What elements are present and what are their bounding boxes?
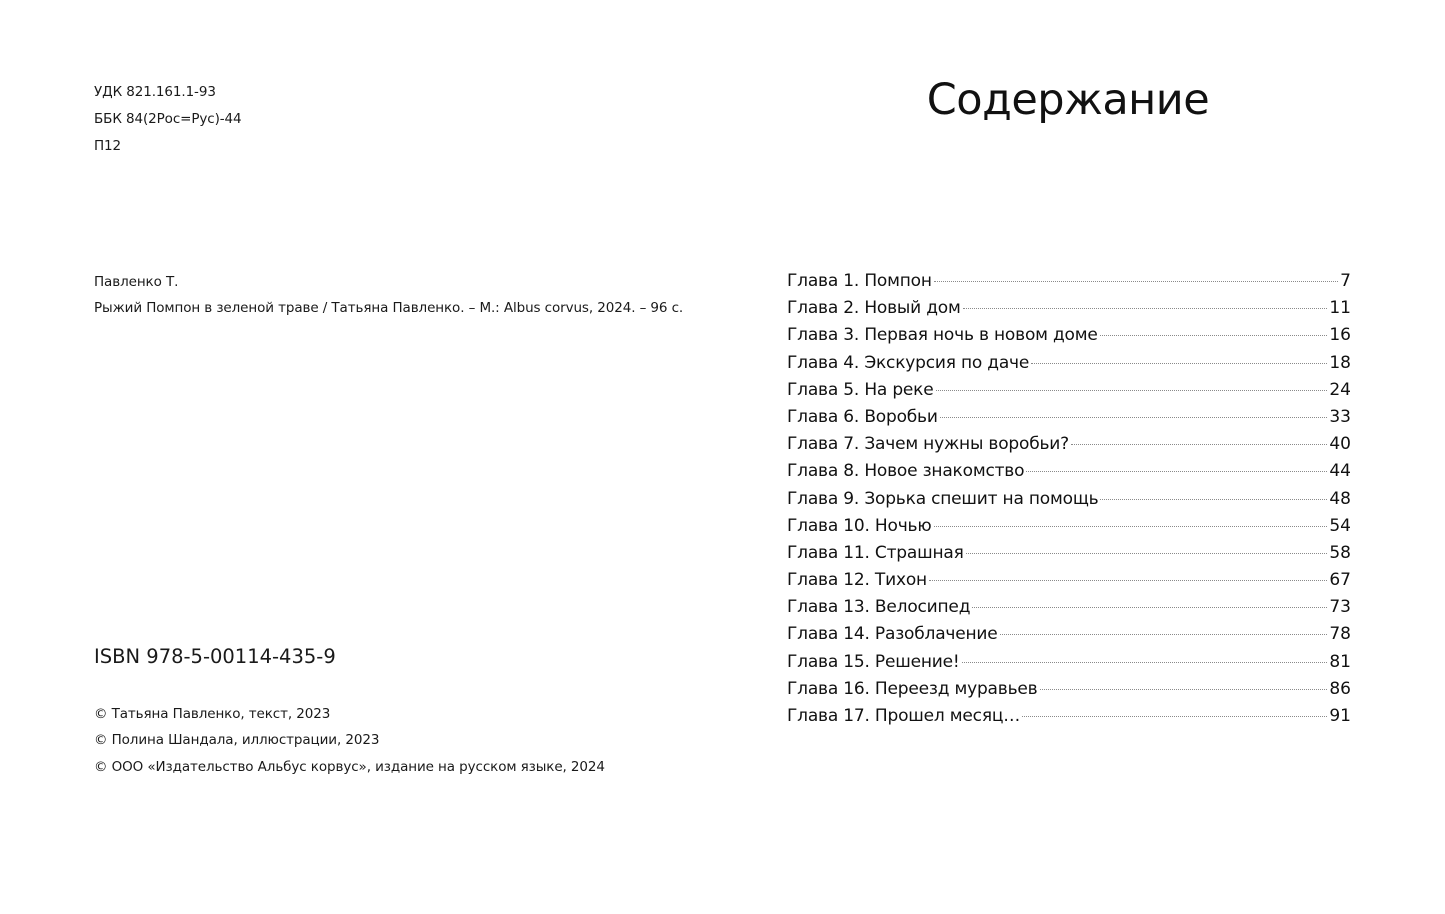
toc-dot-leader <box>966 553 1328 554</box>
toc-chapter-title: Глава 7. Зачем нужны воробьи? <box>787 434 1069 455</box>
toc-chapter-title: Глава 13. Велосипед <box>787 597 971 618</box>
imprint-page <box>0 0 722 914</box>
toc-dot-leader <box>1071 444 1327 445</box>
toc-chapter-title: Глава 6. Воробьи <box>787 406 938 427</box>
bibliographic-author: Павленко Т. <box>94 274 179 290</box>
toc-chapter-title: Глава 9. Зорька спешит на помощь <box>787 488 1099 509</box>
toc-page-number: 44 <box>1329 461 1351 482</box>
bbk-code: ББК 84(2Рос=Рус)-44 <box>94 111 242 127</box>
toc-page-number: 78 <box>1329 624 1351 645</box>
toc-dot-leader <box>929 580 1327 581</box>
toc-entry[interactable] <box>787 622 1351 649</box>
copyright-illustrations: © Полина Шандала, иллюстрации, 2023 <box>94 732 380 748</box>
toc-chapter-title: Глава 2. Новый дом <box>787 298 961 319</box>
toc-entry[interactable] <box>787 378 1351 405</box>
toc-dot-leader <box>1100 499 1327 500</box>
toc-chapter-title: Глава 5. На реке <box>787 379 934 400</box>
toc-entry[interactable] <box>787 405 1351 432</box>
toc-page-number: 91 <box>1329 706 1351 726</box>
toc-chapter-title: Глава 4. Экскурсия по даче <box>787 352 1030 373</box>
toc-chapter-title: Глава 11. Страшная <box>787 542 964 563</box>
toc-chapter-title: Глава 3. Первая ночь в новом доме <box>787 325 1098 346</box>
toc-page-number: 54 <box>1329 515 1351 536</box>
toc-page-number: 7 <box>1340 271 1351 291</box>
toc-entry[interactable] <box>787 351 1351 378</box>
toc-dot-leader <box>1022 716 1327 717</box>
toc-dot-leader <box>1026 471 1327 472</box>
contents-title: Содержание <box>926 75 1210 125</box>
toc-chapter-title: Глава 15. Решение! <box>787 651 960 672</box>
toc-entry[interactable] <box>787 541 1351 568</box>
toc-page-number: 73 <box>1329 597 1351 618</box>
toc-entry[interactable] <box>787 269 1351 296</box>
toc-page-number: 33 <box>1329 406 1351 427</box>
contents-page <box>722 0 1445 914</box>
toc-entry[interactable] <box>787 568 1351 595</box>
toc-dot-leader <box>936 390 1328 391</box>
toc-page-number: 67 <box>1329 570 1351 591</box>
toc-page-number: 81 <box>1329 651 1351 672</box>
toc-chapter-title: Глава 17. Прошел месяц… <box>787 706 1021 726</box>
toc-entry[interactable] <box>787 432 1351 459</box>
toc-entry[interactable] <box>787 595 1351 622</box>
toc-dot-leader <box>1000 634 1328 635</box>
toc-chapter-title: Глава 10. Ночью <box>787 515 932 536</box>
toc-entry[interactable] <box>787 459 1351 486</box>
toc-dot-leader <box>1040 689 1328 690</box>
toc-page-number: 86 <box>1329 678 1351 699</box>
toc-dot-leader <box>963 308 1328 309</box>
toc-chapter-title: Глава 16. Переезд муравьев <box>787 678 1038 699</box>
toc-page-number: 24 <box>1329 379 1351 400</box>
toc-dot-leader <box>972 607 1327 608</box>
toc-chapter-title: Глава 8. Новое знакомство <box>787 461 1025 482</box>
toc-entry[interactable] <box>787 650 1351 677</box>
toc-chapter-title: Глава 12. Тихон <box>787 570 927 591</box>
toc-entry[interactable] <box>787 323 1351 350</box>
toc-dot-leader <box>940 417 1328 418</box>
copyright-text: © Татьяна Павленко, текст, 2023 <box>94 706 331 722</box>
toc-entry[interactable] <box>787 514 1351 541</box>
toc-page-number: 16 <box>1329 325 1351 346</box>
toc-page-number: 18 <box>1329 352 1351 373</box>
copyright-publisher: © ООО «Издательство Альбус корвус», издание на русском языке, 2024 <box>94 759 605 775</box>
toc-entry[interactable] <box>787 296 1351 323</box>
toc-page-number: 40 <box>1329 434 1351 455</box>
toc-dot-leader <box>1100 335 1328 336</box>
udk-code: УДК 821.161.1-93 <box>94 84 216 100</box>
isbn: ISBN 978-5-00114-435-9 <box>94 645 336 668</box>
toc-entry[interactable] <box>787 487 1351 514</box>
author-sign: П12 <box>94 138 122 154</box>
toc-dot-leader <box>1031 363 1327 364</box>
toc-chapter-title: Глава 1. Помпон <box>787 271 932 291</box>
bibliographic-description: Рыжий Помпон в зеленой траве / Татьяна Павленко. – М.: Albus corvus, 2024. – 96 с. <box>94 300 684 316</box>
toc-entry[interactable] <box>787 677 1351 704</box>
toc-dot-leader <box>962 662 1328 663</box>
table-of-contents <box>787 269 1351 731</box>
toc-page-number: 58 <box>1329 542 1351 563</box>
toc-dot-leader <box>934 281 1338 282</box>
toc-chapter-title: Глава 14. Разоблачение <box>787 624 998 645</box>
toc-page-number: 48 <box>1329 488 1351 509</box>
toc-dot-leader <box>934 526 1328 527</box>
toc-page-number: 11 <box>1329 298 1351 319</box>
toc-entry[interactable] <box>787 704 1351 731</box>
